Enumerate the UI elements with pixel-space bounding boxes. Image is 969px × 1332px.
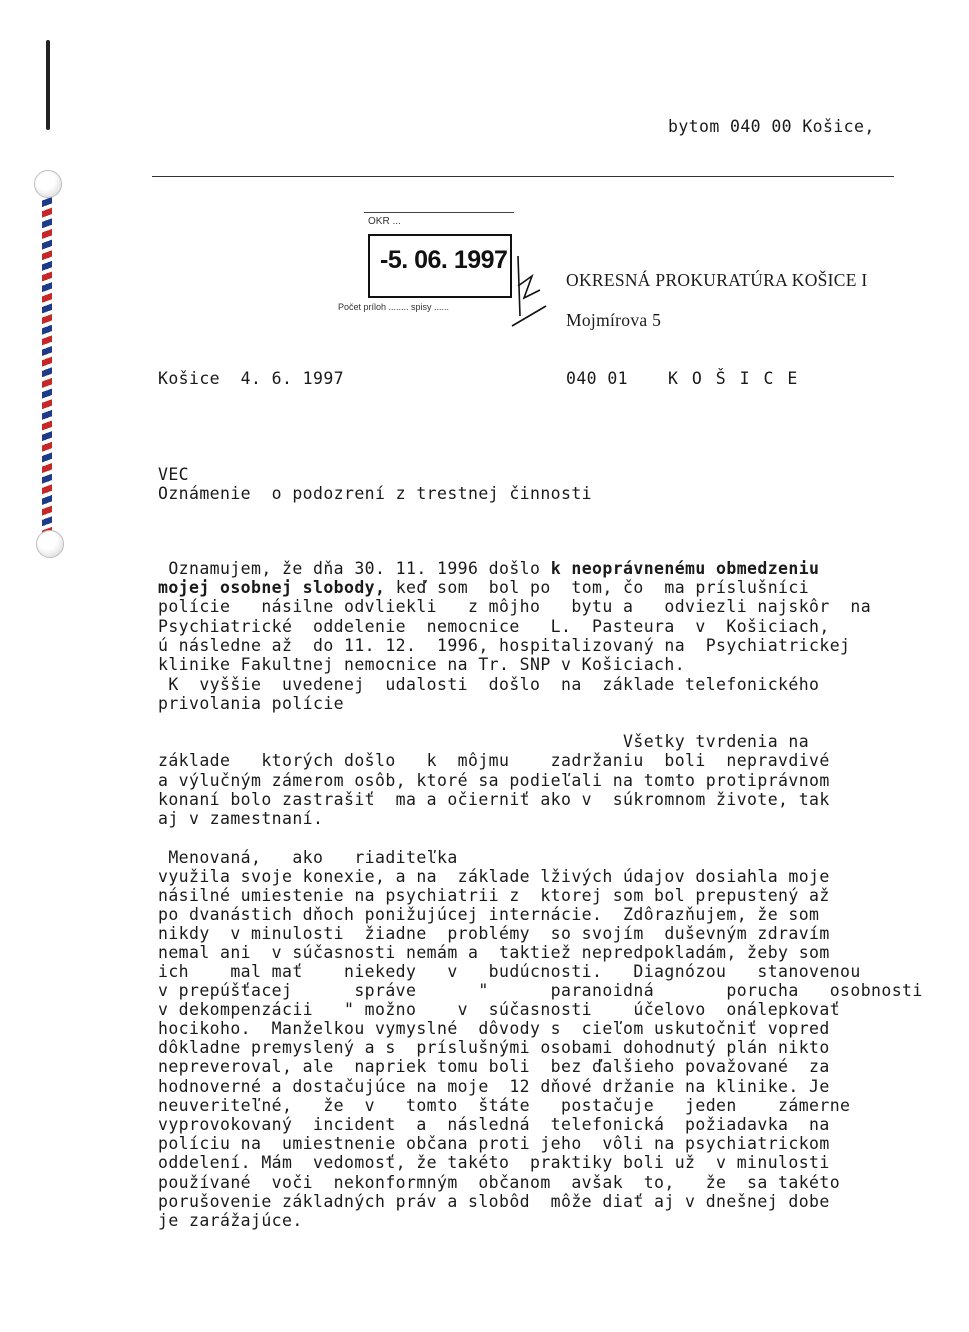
received-stamp	[338, 210, 538, 320]
subject-text: Oznámenie o podozrení z trestnej činnosti	[158, 484, 593, 503]
binding-bead-bottom	[36, 530, 64, 558]
stamp-header: OKR ...	[368, 216, 401, 227]
recipient-postcode: 040 01	[566, 369, 629, 388]
recipient-name: OKRESNÁ PROKURATÚRA KOŠICE I	[566, 270, 868, 290]
p1-line-8: privolania polície	[158, 694, 345, 713]
recipient-city: K O Š I C E	[668, 369, 800, 388]
recipient-street: Mojmírova 5	[566, 310, 662, 330]
p3-line-12: nepreveroval, ale napriek tomu boli bez ďalšieho považované za	[158, 1057, 830, 1076]
p1-line-7: K vyššie uvedenej udalosti došlo na základe telefonického	[158, 675, 820, 694]
p1-line-6: klinike Fakultnej nemocnice na Tr. SNP v Košiciach.	[158, 655, 686, 674]
p3-line-7: ich mal mať niekedy v budúcnosti. Diagnózou stanovenou	[158, 962, 861, 981]
p2-line-1: Všetky tvrdenia na	[158, 732, 810, 751]
p3-line-15: vyprovokovaný incident a následná telefonická požiadavka na	[158, 1115, 830, 1134]
sender-address: bytom 040 00 Košice,	[668, 117, 875, 136]
stamp-signature-mark	[510, 246, 550, 336]
binding-string	[42, 190, 52, 545]
p1-line-3: polície násilne odvliekli z môjho bytu a odviezli najskôr na	[158, 597, 872, 616]
p3-line-8: v prepúšťacej správe " paranoidná porucha osobnosti	[158, 981, 923, 1000]
subject-label: VEC	[158, 465, 190, 484]
p2-line-5: aj v zamestnaní.	[158, 809, 324, 828]
p3-line-5: nikdy v minulosti žiadne problémy so svojím duševným zdravím	[158, 924, 830, 943]
p1-line-5: ú následne až do 11. 12. 1996, hospitalizovaný na Psychiatrickej	[158, 636, 851, 655]
p3-line-17: oddelení. Mám vedomosť, že takéto praktiky boli už v minulosti	[158, 1153, 830, 1172]
p3-line-4: po dvanástich dňoch ponižujúcej internácie. Zdôrazňujem, že som	[158, 905, 820, 924]
p3-line-18: používané voči nekonformným občanom avšak to, že sa takéto	[158, 1173, 841, 1192]
p1-line-2: mojej osobnej slobody, keď som bol po tom, čo ma príslušníci	[158, 578, 810, 597]
p2-line-4: konaní bolo zastrašiť ma a očierniť ako v súkromnom živote, tak	[158, 790, 830, 809]
p3-line-1: Menovaná, ako riaditeľka	[158, 848, 458, 867]
p3-line-19: porušovenie základných práv a slobôd môže diať aj v dnešnej dobe	[158, 1192, 830, 1211]
p2-line-3: a výlučným zámerom osôb, ktoré sa podieľali na tomto protiprávnom	[158, 771, 830, 790]
p1-line-4: Psychiatrické oddelenie nemocnice L. Pasteura v Košiciach,	[158, 617, 830, 636]
p3-line-10: hocikoho. Manželkou vymyslné dôvody s cieľom uskutočniť vopred	[158, 1019, 830, 1038]
p2-line-2: základe ktorých došlo k môjmu zadržaniu boli nepravdivé	[158, 751, 830, 770]
p3-line-13: hodnoverné a dostačujúce na moje 12 dňové držanie na klinike. Je	[158, 1077, 830, 1096]
p3-line-11: dôkladne premyslený a s príslušnými osobami dohodnutý plán nikto	[158, 1038, 830, 1057]
p3-line-20: je zarážajúce.	[158, 1211, 303, 1230]
stamp-attachments: Počet príloh ........ spisy ......	[338, 302, 450, 312]
p3-line-2: využila svoje konexie, a na základe lživých údajov dosiahla moje	[158, 867, 830, 886]
stamp-date: -5. 06. 1997	[380, 246, 508, 274]
place-date: Košice 4. 6. 1997	[158, 369, 345, 388]
p1-line-1: Oznamujem, že dňa 30. 11. 1996 došlo k neoprávnenému obmedzeniu	[158, 559, 820, 578]
binding-clip	[46, 40, 50, 130]
p3-line-3: násilné umiestenie na psychiatrii z ktorej som bol prepustený až	[158, 886, 830, 905]
binding-bead-top	[34, 170, 62, 198]
p3-line-14: neuveriteľné, že v tomto štáte postačuje jeden zámerne	[158, 1096, 851, 1115]
p3-line-9: v dekompenzácii " možno v súčasnosti účelovo onálepkovať	[158, 1000, 841, 1019]
header-separator-line	[152, 176, 894, 177]
p3-line-16: políciu na umiestnenie občana proti jeho vôli na psychiatrickom	[158, 1134, 830, 1153]
p3-line-6: nemal ani v súčasnosti nemám a taktiež nepredpokladám, žeby som	[158, 943, 830, 962]
